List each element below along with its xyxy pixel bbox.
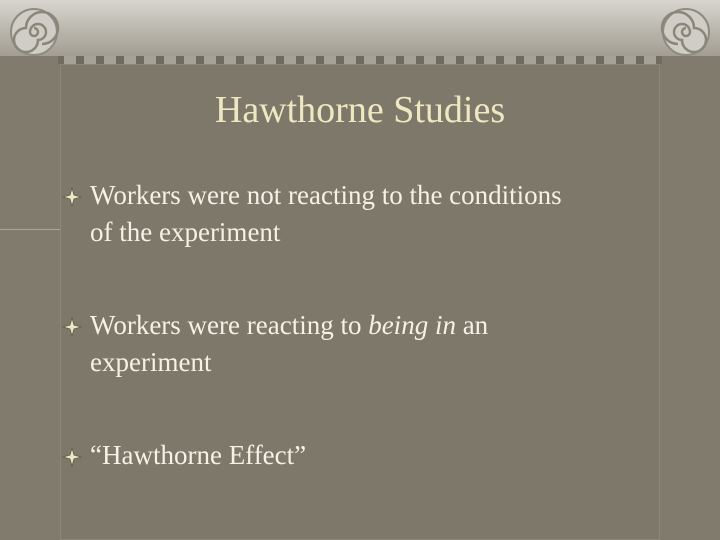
dentil — [404, 56, 416, 64]
dentil — [344, 56, 356, 64]
dentil — [124, 56, 136, 64]
spiral-scroll-icon — [8, 6, 60, 58]
cross-diamond-icon — [62, 317, 82, 337]
dentil — [424, 56, 436, 64]
dentil — [144, 56, 156, 64]
dentil — [504, 56, 516, 64]
dentil — [164, 56, 176, 64]
bullet-line: of the experiment — [90, 217, 281, 247]
dentil — [284, 56, 296, 64]
dentil — [104, 56, 116, 64]
dentil — [84, 56, 96, 64]
spiral-scroll-icon — [660, 6, 712, 58]
dentil — [604, 56, 616, 64]
dentil — [384, 56, 396, 64]
bullet-text — [90, 177, 660, 251]
dentil — [484, 56, 496, 64]
bullet-line — [90, 307, 660, 344]
bullet-text-segment: Workers were reacting to — [90, 310, 369, 340]
dentil — [264, 56, 276, 64]
cross-diamond-icon — [62, 187, 82, 207]
divider-line — [0, 229, 60, 230]
bullet-text — [90, 437, 660, 474]
dentil — [224, 56, 236, 64]
slide-title: Hawthorne Studies — [214, 89, 506, 131]
dentil — [364, 56, 376, 64]
bullet-text-segment: an — [455, 310, 489, 340]
cross-diamond-icon — [62, 447, 82, 467]
dentil — [524, 56, 536, 64]
dentil — [324, 56, 336, 64]
column-capital — [0, 0, 720, 56]
dentil — [204, 56, 216, 64]
dentil — [444, 56, 456, 64]
dentil — [564, 56, 576, 64]
dentil — [644, 56, 656, 64]
bullet-line: experiment — [90, 347, 212, 377]
dentil — [64, 56, 76, 64]
bullet-text — [90, 307, 660, 381]
dentil — [184, 56, 196, 64]
dentil — [304, 56, 316, 64]
dentil — [624, 56, 636, 64]
dentil — [544, 56, 556, 64]
dentil — [244, 56, 256, 64]
dentil — [464, 56, 476, 64]
bullet-line: “Hawthorne Effect” — [90, 440, 307, 470]
bullet-emphasis: being in — [368, 310, 456, 340]
dentil — [584, 56, 596, 64]
bullet-line: Workers were not reacting to the conditions — [90, 180, 562, 210]
